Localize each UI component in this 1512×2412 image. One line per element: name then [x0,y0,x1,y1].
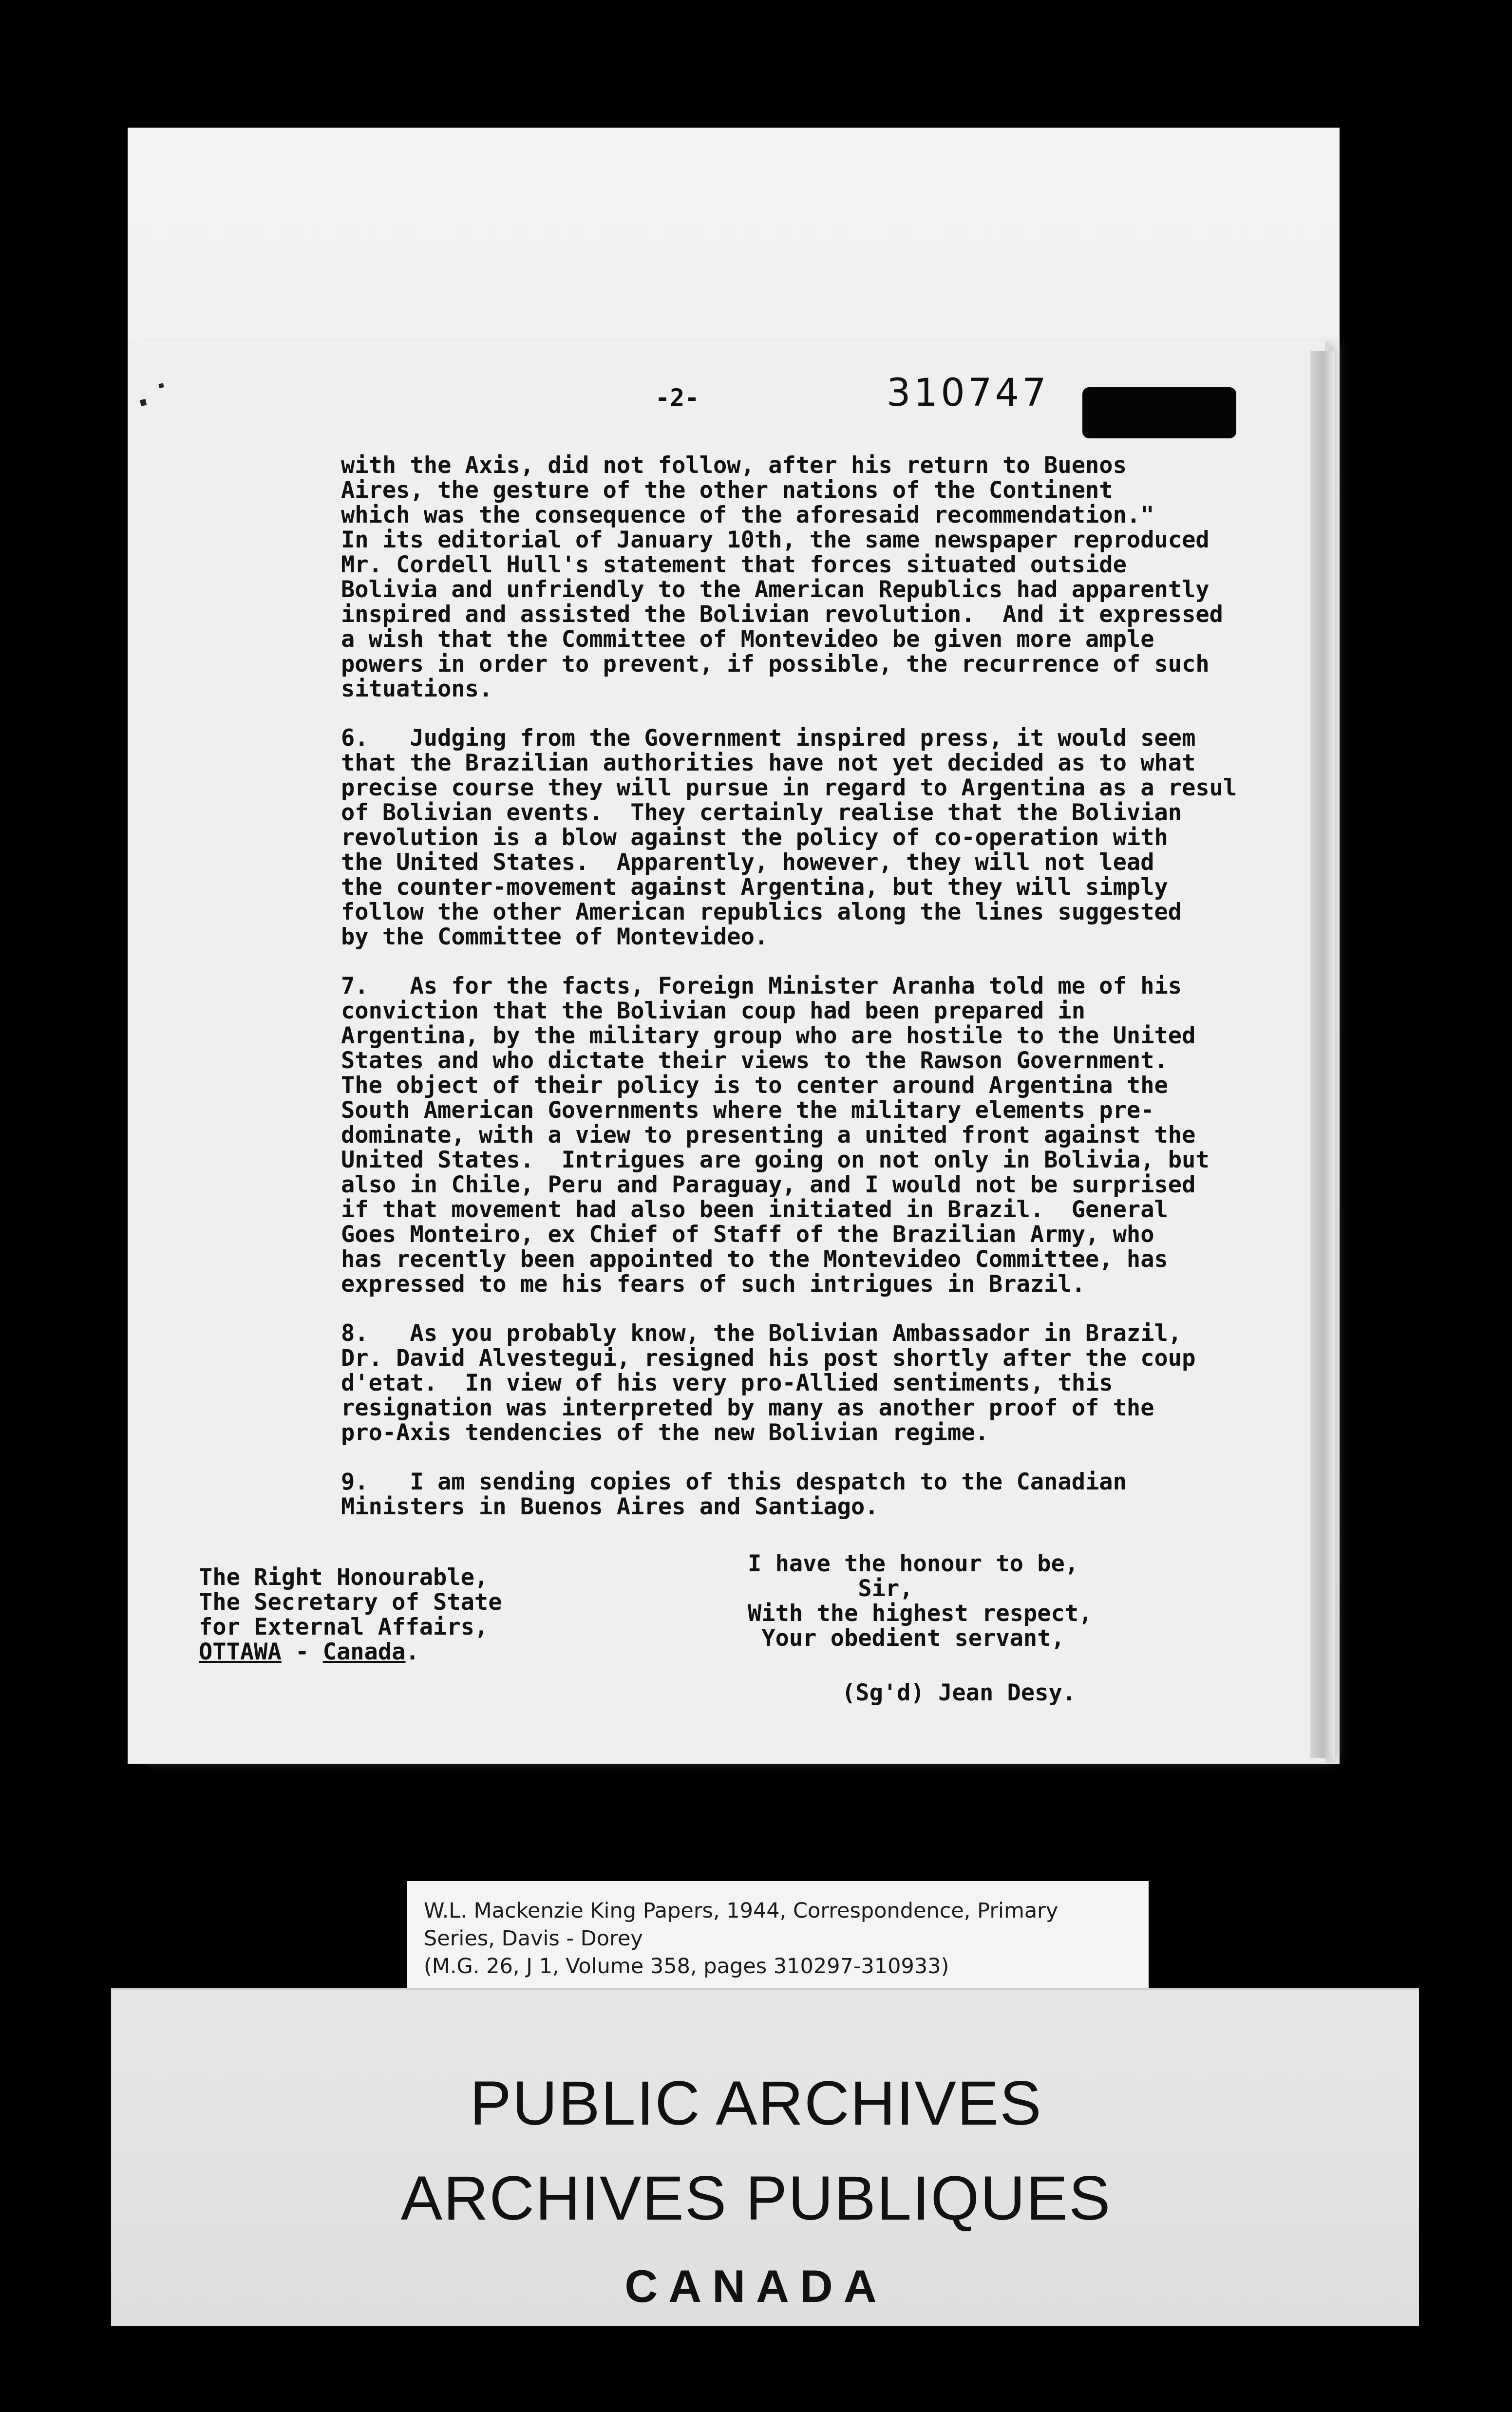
closing-line: Sir, [748,1575,913,1602]
addressee-city: OTTAWA [199,1639,282,1665]
signature-line: (Sg'd) Jean Desy. [842,1679,1077,1706]
paragraph-7: 7. As for the facts, Foreign Minister Aranha told me of his conviction that the Bolivian coup had been prepared in Argentina, by the military group who are hostile to the United States and who dictate their views to the Rawson Government. The object of their policy is to center around Argentina the South American Governments where the military elements pre- dominate, with a view to presenting a united front against the United States. Intrigues are going on not only in Bolivia, but also in Chile, Peru and Paraguay, and I would not be surprised if that movement had also been initiated in Brazil. General Goes Monteiro, ex Chief of Staff of the Brazilian Army, who has recently been appointed to the Montevideo Committee, has expressed to me his fears of such intrigues in Brazil. [341,973,1210,1298]
addressee-line: The Right Honourable, [199,1564,489,1591]
addressee-line: for External Affairs, [199,1614,489,1640]
banner-title-en: PUBLIC ARCHIVES [470,2069,1042,2138]
addressee-end: . [405,1639,419,1665]
letter-body [341,453,1315,1544]
archive-stamp-number: 310747 [887,371,1049,415]
banner-country: CANADA [624,2261,888,2312]
addressee-separator: - [281,1639,323,1665]
citation-line: Series, Davis - Dorey [424,1926,643,1951]
citation-line: (M.G. 26, J 1, Volume 358, pages 310297-310933) [424,1954,949,1979]
closing-block [748,1551,1092,1651]
page-number: -2- [655,384,699,412]
redaction-block [1082,387,1236,438]
addressee-country: Canada [322,1639,406,1665]
citation-line: W.L. Mackenzie King Papers, 1944, Correspondence, Primary [424,1899,1058,1923]
addressee-line: The Secretary of State [199,1589,502,1616]
closing-line: Your obedient servant, [748,1625,1065,1652]
citation-text [424,1897,1145,1980]
banner-title-fr: ARCHIVES PUBLIQUES [400,2164,1112,2233]
paragraph-6: 6. Judging from the Government inspired press, it would seem that the Brazilian authorities have not yet decided as to what precise course they will pursue in regard to Argentina as a resul of Bolivian events. They certainly realise that the Bolivian revolution is a blow against the policy of co-operation with the United States. Apparently, however, they will not lead the counter-movement against Argentina, but they will simply follow the other American republics along the lines suggested by the Committee of Montevideo. [341,725,1237,950]
paragraph-continuation: with the Axis, did not follow, after his return to Buenos Aires, the gesture of the other nations of the Continent which was the consequence of the aforesaid recommendation." In its editorial of January 10th, the same newspaper reproduced Mr. Cordell Hull's statement that forces situated outside Bolivia and unfriendly to the American Republics had apparently inspired and assisted the Bolivian revolution. And it expressed a wish that the Committee of Montevideo be given more ample powers in order to prevent, if possible, the recurrence of such situations. [341,452,1223,702]
closing-line: I have the honour to be, [748,1550,1079,1577]
margin-mark: ·˙ [129,376,179,425]
addressee-block [199,1565,502,1664]
paragraph-9: 9. I am sending copies of this despatch to the Canadian Ministers in Buenos Aires and Santiago. [341,1469,1127,1520]
paragraph-8: 8. As you probably know, the Bolivian Ambassador in Brazil, Dr. David Alvestegui, resigned his post shortly after the coup d'etat. In view of his very pro-Allied sentiments, this resignation was interpreted by many as another proof of the pro-Axis tendencies of the new Bolivian regime. [341,1320,1196,1446]
closing-line: With the highest respect, [748,1600,1093,1627]
